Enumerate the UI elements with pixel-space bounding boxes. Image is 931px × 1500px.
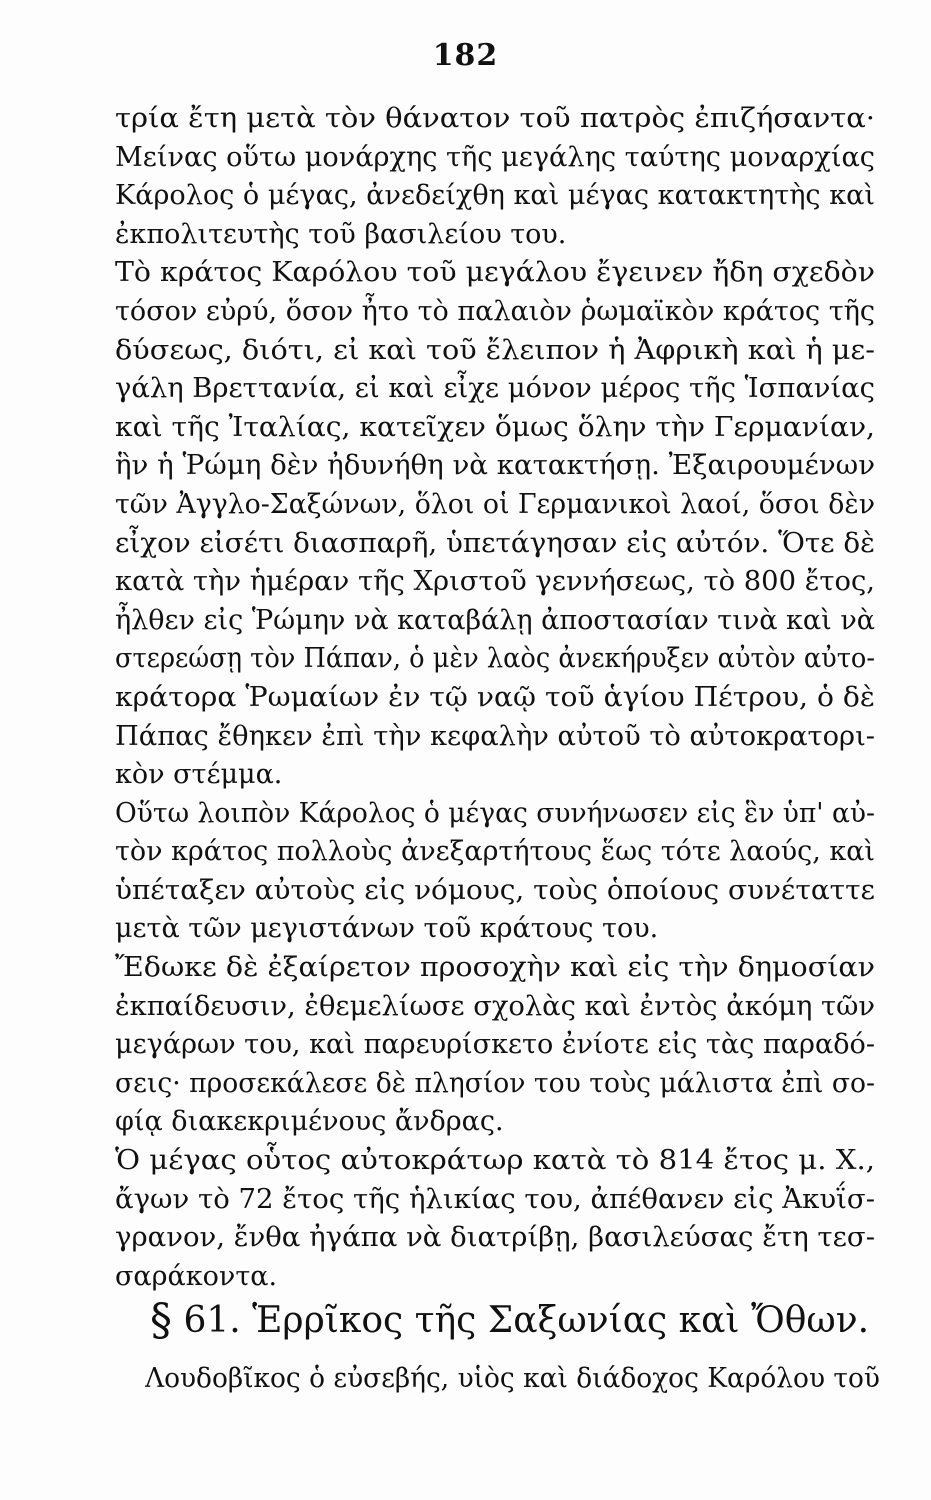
text-line: Λουδοβῖκος ὁ εὐσεβής, υἱὸς καὶ διάδοχος Καρόλου τοῦ — [145, 1363, 880, 1394]
text-line: τὸν κράτος πολλοὺς ἀνεξαρτήτους ἕως τότε λαούς, καὶ — [115, 836, 875, 868]
text-line: κατὰ τὴν ἡμέραν τῆς Χριστοῦ γεννήσεως, τὸ 800 ἔτος, — [115, 566, 875, 598]
text-line: σεις· προσεκάλεσε δὲ πλησίον του τοὺς μάλιστα ἐπὶ σο- — [115, 1067, 875, 1099]
text-line: ὑπέταξεν αὐτοὺς εἰς νόμους, τοὺς ὁποίους συνέταττε — [115, 874, 875, 906]
text-line: δύσεως, διότι, εἰ καὶ τοῦ ἔλειπον ἡ Ἀφρικὴ καὶ ἡ με- — [115, 334, 875, 366]
text-line: γρανον, ἔνθα ἠγάπα νὰ διατρίβῃ, βασιλεύσας ἔτη τεσ- — [115, 1222, 875, 1254]
page-number: 182 — [432, 38, 499, 73]
text-line: καὶ τῆς Ἰταλίας, κατεῖχεν ὅμως ὅλην τὴν Γερμανίαν, — [115, 411, 875, 443]
section-sign: § — [150, 1295, 172, 1346]
section-title: 61. Ἑρρῖκος τῆς Σαξωνίας καὶ Ὄθων. — [183, 1300, 870, 1341]
text-line: στερεώσῃ τὸν Πάπαν, ὁ μὲν λαὸς ἀνεκήρυξεν αὐτὸν αὐτο- — [115, 643, 875, 675]
text-line: τῶν Ἀγγλο-Σαξώνων, ὅλοι οἱ Γερμανικοὶ λαοί, ὅσοι δὲν — [115, 488, 875, 520]
section-heading — [150, 1295, 870, 1346]
text-line: ἦλθεν εἰς Ῥώμην νὰ καταβάλῃ ἀποστασίαν τινὰ καὶ νὰ — [115, 604, 875, 636]
text-line: Μείνας οὕτω μονάρχης τῆς μεγάλης ταύτης μοναρχίας — [115, 141, 875, 173]
body-text — [115, 100, 875, 1296]
text-line: κράτορα Ῥωμαίων ἐν τῷ ναῷ τοῦ ἁγίου Πέτρου, ὁ δὲ — [115, 681, 875, 713]
text-line: ἄγων τὸ 72 ἔτος τῆς ἡλικίας του, ἀπέθανεν εἰς Ἀκυΐσ- — [115, 1183, 875, 1215]
text-line: σαράκοντα. — [115, 1260, 278, 1292]
text-line: Κάρολος ὁ μέγας, ἀνεδείχθη καὶ μέγας κατακτητὴς καὶ — [115, 180, 875, 212]
text-line: μετὰ τῶν μεγιστάνων τοῦ κράτους του. — [115, 913, 659, 945]
text-line: κὸν στέμμα. — [115, 759, 283, 791]
text-line: ἐκπολιτευτὴς τοῦ βασιλείου του. — [115, 218, 567, 250]
text-line: φίᾳ διακεκριμένους ἄνδρας. — [115, 1106, 504, 1138]
text-line: τόσον εὐρύ, ὅσον ἦτο τὸ παλαιὸν ῥωμαϊκὸν κράτος τῆς — [115, 295, 875, 327]
text-line: εἶχον εἰσέτι διασπαρῆ, ὑπετάγησαν εἰς αὐτόν. Ὅτε δὲ — [115, 527, 875, 559]
section-first-line-block — [145, 1360, 880, 1399]
text-line: Ἔδωκε δὲ ἐξαίρετον προσοχὴν καὶ εἰς τὴν δημοσίαν — [115, 952, 875, 984]
text-line: Οὕτω λοιπὸν Κάρολος ὁ μέγας συνήνωσεν εἰς ἓν ὑπ' αὐ- — [115, 797, 875, 829]
text-line: Πάπας ἔθηκεν ἐπὶ τὴν κεφαλὴν αὐτοῦ τὸ αὐτοκρατορι- — [115, 720, 875, 752]
text-line: Τὸ κράτος Καρόλου τοῦ μεγάλου ἔγεινεν ἤδη σχεδὸν — [115, 257, 875, 289]
text-line: ἣν ἡ Ῥώμη δὲν ἠδυνήθη νὰ κατακτήσῃ. Ἐξαιρουμένων — [115, 450, 875, 482]
text-line: Ὁ μέγας οὗτος αὐτοκράτωρ κατὰ τὸ 814 ἔτος μ. Χ., — [115, 1145, 875, 1177]
text-line: τρία ἔτη μετὰ τὸν θάνατον τοῦ πατρὸς ἐπιζήσαντα· — [115, 103, 875, 134]
text-line: ἐκπαίδευσιν, ἐθεμελίωσε σχολὰς καὶ ἐντὸς ἀκόμη τῶν — [115, 990, 875, 1022]
text-line: μεγάρων του, καὶ παρευρίσκετο ἐνίοτε εἰς τὰς παραδό- — [115, 1029, 875, 1061]
text-line: γάλη Βρεττανία, εἰ καὶ εἶχε μόνον μέρος τῆς Ἱσπανίας — [115, 373, 875, 405]
